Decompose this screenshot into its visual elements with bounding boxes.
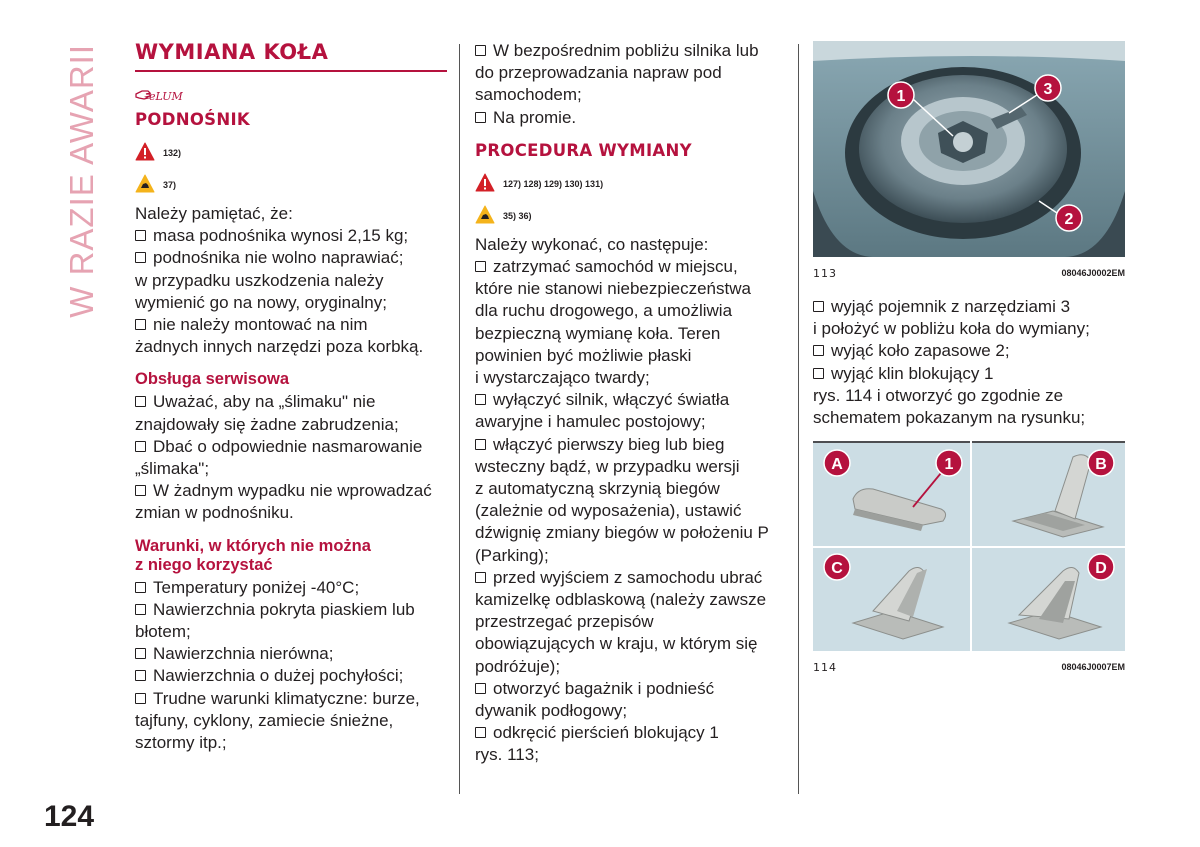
svg-text:A: A bbox=[831, 456, 843, 474]
caution-reference bbox=[475, 202, 785, 228]
figure-114-caption bbox=[813, 656, 1125, 678]
column-3 bbox=[813, 40, 1125, 678]
body-text: podróżuje); bbox=[475, 656, 561, 676]
list-item: wyjąć pojemnik z narzędziami 3 bbox=[813, 296, 1125, 318]
body-text: z automatyczną skrzynią biegów bbox=[475, 479, 720, 499]
figure-113-spare-wheel-image bbox=[813, 41, 1125, 257]
list-item: W żadnym wypadku nie wprowadzać bbox=[135, 480, 447, 502]
body-text: i położyć w pobliżu koła do wymiany; bbox=[813, 319, 1090, 339]
body-text: przestrzegać przepisów bbox=[475, 612, 654, 632]
body-text: „ślimaka"; bbox=[135, 459, 210, 479]
body-text: żadnych innych narzędzi poza korbką. bbox=[135, 337, 424, 357]
body-text: do przeprowadzania napraw pod bbox=[475, 63, 722, 83]
danger-reference bbox=[475, 170, 785, 196]
checkbox-bullet-icon bbox=[813, 368, 824, 379]
caution-hand-icon bbox=[135, 174, 155, 194]
list-item: Dbać o odpowiednie nasmarowanie bbox=[135, 436, 447, 458]
danger-warning-icon bbox=[135, 142, 155, 162]
body-text: Należy pamiętać, że: bbox=[135, 204, 293, 223]
body-text: (zależnie od wyposażenia), ustawić bbox=[475, 501, 742, 521]
checkbox-bullet-icon bbox=[475, 683, 486, 694]
figure-code: 08046J0007EM bbox=[1061, 662, 1125, 673]
svg-text:2: 2 bbox=[1064, 211, 1074, 228]
body-text: Należy wykonać, co następuje: bbox=[475, 234, 709, 254]
svg-text:B: B bbox=[1095, 456, 1107, 474]
list-item: zatrzymać samochód w miejscu, bbox=[475, 256, 785, 278]
conditions-heading: Warunki, w których nie można z niego korzystać bbox=[135, 536, 371, 574]
column-1 bbox=[135, 40, 447, 754]
figure-number: 113 bbox=[813, 266, 837, 280]
checkbox-bullet-icon bbox=[135, 582, 146, 593]
body-text: samochodem; bbox=[475, 85, 582, 105]
list-item: otworzyć bagażnik i podnieść bbox=[475, 678, 785, 700]
body-text: wymienić go na nowy, oryginalny; bbox=[135, 292, 387, 312]
caution-reference-numbers: 35) 36) bbox=[503, 210, 532, 221]
checkbox-bullet-icon bbox=[135, 230, 146, 241]
checkbox-bullet-icon bbox=[135, 319, 146, 330]
body-text: w przypadku uszkodzenia należy bbox=[135, 270, 384, 290]
body-text: obowiązujących w kraju, w którym się bbox=[475, 634, 758, 654]
caution-hand-icon bbox=[475, 205, 495, 225]
checkbox-bullet-icon bbox=[813, 301, 824, 312]
list-item: Nawierzchnia pokryta piaskiem lub bbox=[135, 599, 447, 621]
body-text: rys. 114 i otworzyć go zgodnie ze bbox=[813, 385, 1064, 405]
body-text: awaryjne i hamulec postojowy; bbox=[475, 412, 706, 432]
figure-114-wheel-chock-image bbox=[813, 441, 1125, 651]
list-item: nie należy montować na nim bbox=[135, 314, 447, 336]
checkbox-bullet-icon bbox=[475, 572, 486, 583]
checkbox-bullet-icon bbox=[135, 648, 146, 659]
list-item: przed wyjściem z samochodu ubrać bbox=[475, 567, 785, 589]
checkbox-bullet-icon bbox=[475, 439, 486, 450]
body-text: dla ruchu drogowego, a umożliwia bbox=[475, 301, 733, 321]
list-item: W bezpośrednim pobliżu silnika lub bbox=[475, 40, 785, 62]
body-text: znajdowały się żadne zabrudzenia; bbox=[135, 414, 399, 434]
svg-text:1: 1 bbox=[944, 456, 954, 474]
danger-reference-numbers: 127) 128) 129) 130) 131) bbox=[503, 178, 604, 189]
figure-label-b bbox=[1088, 450, 1114, 476]
page-number: 124 bbox=[44, 800, 95, 833]
list-item: wyłączyć silnik, włączyć światła bbox=[475, 389, 785, 411]
body-text: które nie stanowi niebezpieczeństwa bbox=[475, 279, 751, 299]
column-divider bbox=[459, 44, 460, 794]
body-text: schematem pokazanym na rysunku; bbox=[813, 408, 1086, 428]
svg-text:D: D bbox=[1095, 560, 1107, 578]
body-text: wsteczny bądź, w przypadku wersji bbox=[475, 456, 740, 476]
subsection-title: PROCEDURA WYMIANY bbox=[475, 140, 692, 160]
checkbox-bullet-icon bbox=[135, 441, 146, 452]
body-text: błotem; bbox=[135, 622, 191, 642]
svg-text:eLUM: eLUM bbox=[149, 90, 183, 103]
body-text: (Parking); bbox=[475, 545, 549, 565]
danger-warning-icon bbox=[475, 173, 495, 193]
checkbox-bullet-icon bbox=[475, 45, 486, 56]
list-item: Nawierzchnia o dużej pochyłości; bbox=[135, 665, 447, 687]
danger-reference-numbers: 132) bbox=[163, 148, 182, 158]
list-item: Trudne warunki klimatyczne: burze, bbox=[135, 688, 447, 710]
checkbox-bullet-icon bbox=[475, 394, 486, 405]
svg-text:1: 1 bbox=[896, 88, 906, 105]
danger-reference bbox=[135, 139, 447, 165]
list-item: Uważać, aby na „ślimaku" nie bbox=[135, 391, 447, 413]
checkbox-bullet-icon bbox=[135, 396, 146, 407]
caution-reference-numbers: 37) bbox=[163, 180, 177, 190]
body-text: tajfuny, cyklony, zamiecie śnieżne, bbox=[135, 710, 394, 730]
body-text: powinien być możliwie płaski bbox=[475, 345, 692, 365]
chapter-sidebar-title bbox=[60, 44, 104, 318]
figure-label-d bbox=[1088, 554, 1114, 580]
body-text: sztormy itp.; bbox=[135, 733, 227, 753]
caution-reference bbox=[135, 171, 447, 197]
svg-text:3: 3 bbox=[1043, 81, 1053, 98]
body-text: zmian w podnośniku. bbox=[135, 503, 294, 523]
section-title: WYMIANA KOŁA bbox=[135, 40, 447, 72]
body-text: dźwignię zmiany biegów w położeniu P bbox=[475, 523, 769, 543]
body-text: bezpieczną wymianę koła. Teren bbox=[475, 323, 721, 343]
list-item: włączyć pierwszy bieg lub bieg bbox=[475, 434, 785, 456]
checkbox-bullet-icon bbox=[475, 261, 486, 272]
subsection-title: PODNOŚNIK bbox=[135, 110, 250, 129]
column-2 bbox=[475, 40, 785, 767]
manual-reference-icon bbox=[135, 84, 183, 104]
figure-113-caption bbox=[813, 262, 1125, 284]
checkbox-bullet-icon bbox=[475, 112, 486, 123]
checkbox-bullet-icon bbox=[475, 727, 486, 738]
checkbox-bullet-icon bbox=[135, 670, 146, 681]
list-item: odkręcić pierścień blokujący 1 bbox=[475, 722, 785, 744]
figure-number: 114 bbox=[813, 660, 837, 674]
list-item: Na promie. bbox=[475, 107, 785, 129]
body-text: rys. 113; bbox=[475, 745, 539, 765]
checkbox-bullet-icon bbox=[135, 252, 146, 263]
figure-label-a bbox=[824, 450, 850, 476]
list-item: masa podnośnika wynosi 2,15 kg; bbox=[135, 225, 447, 247]
list-item: Nawierzchnia nierówna; bbox=[135, 643, 447, 665]
svg-text:C: C bbox=[831, 560, 843, 578]
checkbox-bullet-icon bbox=[135, 604, 146, 615]
figure-code: 08046J0002EM bbox=[1061, 268, 1125, 278]
chapter-title-text: W RAZIE AWARII bbox=[63, 44, 100, 318]
body-text: dywanik podłogowy; bbox=[475, 701, 628, 721]
checkbox-bullet-icon bbox=[135, 693, 146, 704]
figure-label-c bbox=[824, 554, 850, 580]
body-text: kamizelkę odblaskową (należy zawsze bbox=[475, 590, 767, 610]
list-item: podnośnika nie wolno naprawiać; bbox=[135, 247, 447, 269]
list-item: wyjąć koło zapasowe 2; bbox=[813, 340, 1125, 362]
body-text: i wystarczająco twardy; bbox=[475, 368, 650, 388]
service-heading: Obsługa serwisowa bbox=[135, 370, 290, 389]
list-item: Temperatury poniżej -40°C; bbox=[135, 577, 447, 599]
checkbox-bullet-icon bbox=[135, 485, 146, 496]
list-item: wyjąć klin blokujący 1 bbox=[813, 363, 1125, 385]
column-divider bbox=[798, 44, 799, 794]
checkbox-bullet-icon bbox=[813, 345, 824, 356]
